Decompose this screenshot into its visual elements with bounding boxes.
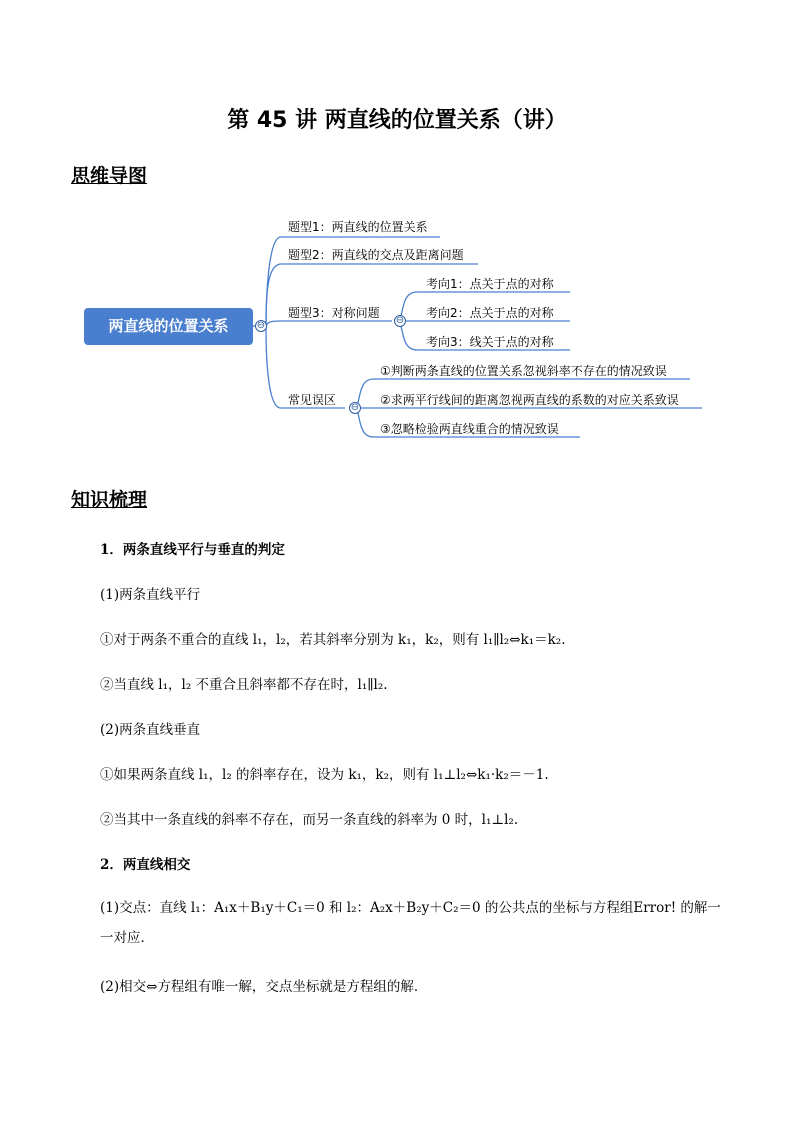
subheading-parallel: (1)两条直线平行 xyxy=(100,587,201,603)
mind-map-subbranch: 考向3：线关于点的对称 xyxy=(426,335,554,349)
section-heading-mindmap: 思维导图 xyxy=(71,165,148,187)
subheading-perpendicular: (2)两条直线垂直 xyxy=(100,722,201,738)
mind-map-branch-mistakes: 常见误区 xyxy=(288,393,337,407)
paragraph-perpendicular-2: ②当其中一条直线的斜率不存在，而另一条直线的斜率为 0 时，l₁⊥l₂. xyxy=(100,812,519,828)
section-heading-knowledge: 知识梳理 xyxy=(71,489,148,511)
mind-map-branch-type2: 题型2：两直线的交点及距离问题 xyxy=(288,248,464,262)
heading-intersect: 2．两直线相交 xyxy=(100,857,191,873)
collapse-icon[interactable]: ⊖ xyxy=(350,402,360,413)
paragraph-parallel-2: ②当直线 l₁，l₂ 不重合且斜率都不存在时，l₁∥l₂. xyxy=(100,677,388,693)
mind-map-branch-type1: 题型1：两直线的位置关系 xyxy=(288,220,428,234)
collapse-icon[interactable]: ⊖ xyxy=(395,315,405,326)
mind-map-subbranch: ②求两平行线间的距离忽视两直线的系数的对应关系致误 xyxy=(380,393,679,407)
heading-parallel-perpendicular: 1．两条直线平行与垂直的判定 xyxy=(100,542,285,558)
paragraph-parallel-1: ①对于两条不重合的直线 l₁，l₂，若其斜率分别为 k₁，k₂，则有 l₁∥l₂⇔k₁＝k₂. xyxy=(100,632,566,648)
mind-map-root: 两直线的位置关系 xyxy=(84,308,253,345)
mind-map-branch-type3: 题型3：对称问题 xyxy=(288,306,380,320)
mind-map-subbranch: 考向1：点关于点的对称 xyxy=(426,277,554,291)
mind-map-subbranch: ③忽略检验两直线重合的情况致误 xyxy=(380,422,559,436)
paragraph-intersect-2: (2)相交⇔方程组有唯一解，交点坐标就是方程组的解． xyxy=(100,979,428,995)
paragraph-perpendicular-1: ①如果两条直线 l₁，l₂ 的斜率存在，设为 k₁，k₂，则有 l₁⊥l₂⇔k₁·k₂＝－1. xyxy=(100,767,549,783)
collapse-icon[interactable]: ⊖ xyxy=(256,320,266,331)
page-title: 第 45 讲 两直线的位置关系（讲） xyxy=(227,108,567,133)
mind-map-subbranch: ①判断两条直线的位置关系忽视斜率不存在的情况致误 xyxy=(380,364,667,378)
mind-map-subbranch: 考向2：点关于点的对称 xyxy=(426,306,554,320)
paragraph-intersect-1: (1)交点：直线 l₁：A₁x＋B₁y＋C₁＝0 和 l₂：A₂x＋B₂y＋C₂＝0 的公共点的坐标与方程组Error! 的解一一对应． xyxy=(100,900,721,946)
